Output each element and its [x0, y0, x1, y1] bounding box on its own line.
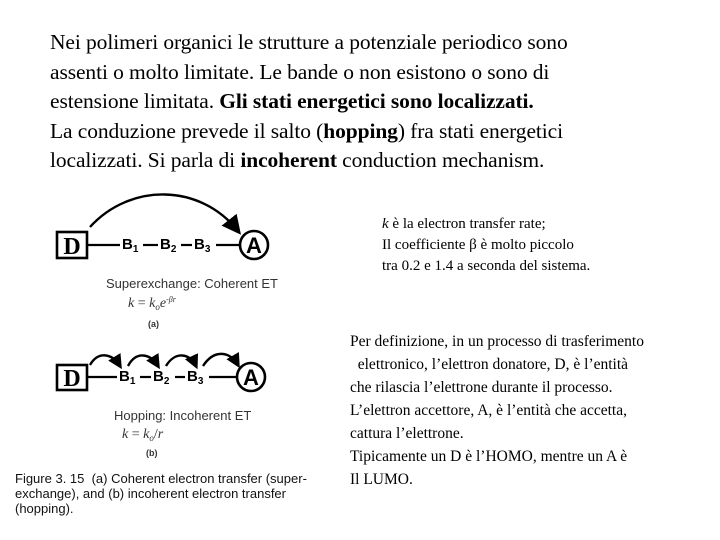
figure-caption	[15, 471, 335, 516]
caption-line: Figure 3. 15 (a) Coherent electron transfer (super-	[15, 471, 307, 486]
note-line-2: Il coefficiente β è molto piccolo	[382, 237, 574, 253]
intro-bold-text: Gli stati energetici sono localizzati.	[219, 89, 534, 113]
intro-text: Nei polimeri organici le strutture a potenziale periodico sono	[50, 30, 568, 54]
hop-arrow-1	[90, 355, 120, 366]
intro-line-5	[50, 146, 690, 176]
intro-text: localizzati. Si parla di	[50, 148, 241, 172]
definition-line: cattura l’elettrone.	[350, 425, 464, 442]
panel-a	[57, 194, 278, 329]
definition-line: Per definizione, in un processo di trasferimento	[350, 333, 644, 350]
intro-text: ) fra stati energetici	[397, 118, 563, 143]
definitions-paragraph	[350, 330, 715, 491]
bridge-b2: $B_2$	[153, 368, 170, 387]
donor-label: D	[63, 234, 81, 260]
definition-line: Tipicamente un D è l’HOMO, mentre un A è	[350, 448, 628, 465]
acceptor-label: A	[243, 365, 259, 390]
intro-bold-text: hopping	[323, 118, 398, 143]
intro-paragraph	[50, 28, 690, 176]
acceptor-label: A	[246, 233, 262, 258]
bridge-b2: $B_2$	[160, 236, 177, 255]
note-line-3: tra 0.2 e 1.4 a seconda del sistema.	[382, 258, 591, 274]
bridge-b1: $B_1$	[119, 368, 136, 387]
panel-a-title: Superexchange: Coherent ET	[106, 276, 278, 291]
definition-line: L’elettron accettore, A, è l’entità che accetta,	[350, 402, 627, 419]
intro-bold-text: incoherent	[240, 148, 337, 172]
caption-line: (hopping).	[15, 501, 74, 516]
superexchange-arrow	[90, 194, 238, 231]
intro-text: estensione limitata.	[50, 89, 220, 113]
definition-line: che rilascia l’elettrone durante il processo.	[350, 379, 613, 396]
hop-arrow-2	[128, 355, 158, 366]
caption-line: exchange), and (b) incoherent electron transfer	[15, 486, 286, 501]
definition-line: Il LUMO.	[350, 471, 413, 488]
note-variable: k	[382, 216, 389, 232]
note-text: è la electron transfer rate;	[388, 216, 546, 232]
definition-line: elettronico, l’elettron donatore, D, è l’entità	[350, 356, 629, 373]
panel-a-label: (a)	[148, 319, 159, 329]
panel-b-label: (b)	[146, 448, 158, 458]
rate-note	[382, 214, 682, 277]
intro-text: La conduzione prevede il salto (	[50, 118, 324, 143]
bridge-b1: $B_1$	[122, 236, 139, 255]
donor-label: D	[63, 366, 81, 392]
note-line-1	[382, 214, 682, 235]
panel-b-formula: $k = k_o/r$	[122, 427, 164, 443]
intro-line-4	[50, 117, 690, 147]
bridge-b3: $B_3$	[187, 368, 204, 387]
intro-text: conduction mechanism.	[336, 148, 545, 172]
intro-line-3	[50, 87, 690, 117]
intro-text: assenti o molto limitate. Le bande o non esistono o sono di	[50, 59, 550, 84]
hop-arrow-3	[166, 355, 196, 366]
panel-b	[57, 354, 265, 458]
intro-line-2	[50, 58, 690, 88]
panel-a-formula: $k = k_oe^{-\beta r}$	[128, 295, 176, 312]
hop-arrow-4	[203, 354, 238, 366]
bridge-b3: $B_3$	[194, 236, 211, 255]
panel-b-title: Hopping: Incoherent ET	[114, 408, 252, 423]
intro-line-1	[50, 28, 690, 58]
